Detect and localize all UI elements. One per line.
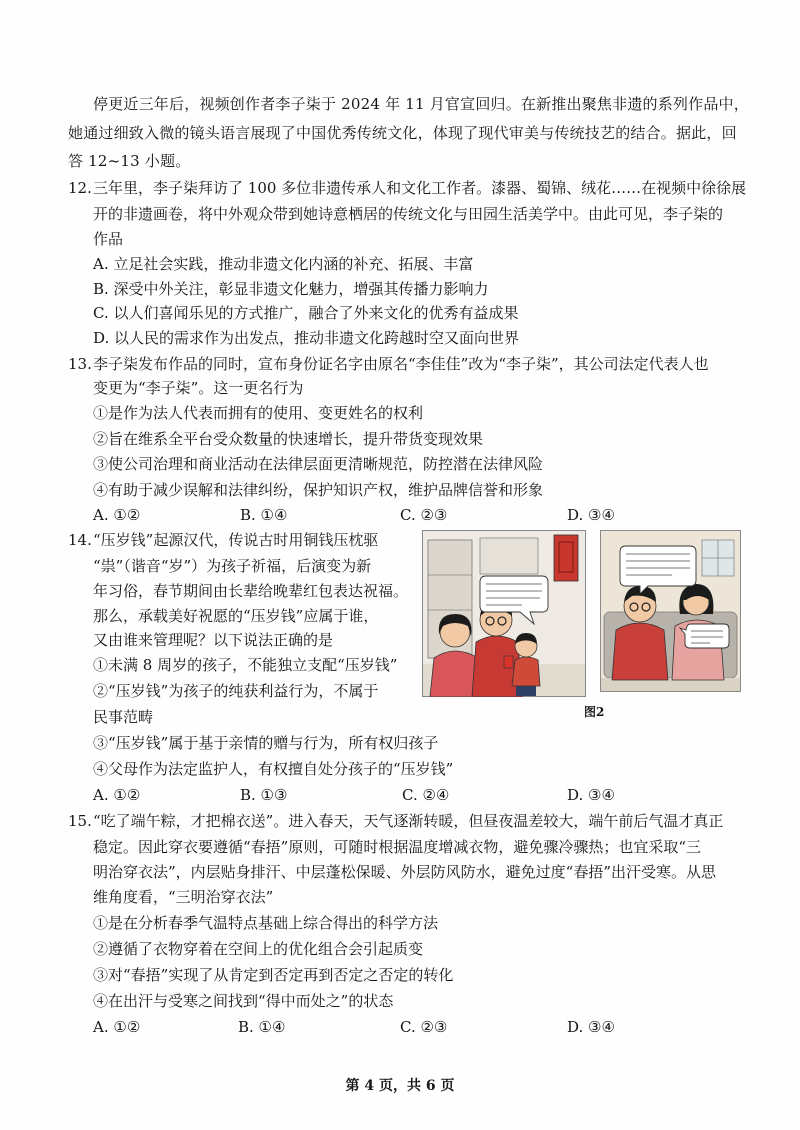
statement: ①是在分析春季气温特点基础上综合得出的科学方法 bbox=[93, 914, 439, 932]
question-number: 13. bbox=[68, 355, 92, 373]
option-a: A. 立足社会实践，推动非遗文化内涵的补充、拓展、丰富 bbox=[93, 255, 474, 273]
question-stem-line: 明治穿衣法”，内层贴身排汗、中层蓬松保暖、外层防风防水，避免过度“春捂”出汗受寒。从思 bbox=[93, 863, 717, 881]
choice-a: A. ①② bbox=[93, 506, 141, 524]
question-number: 12. bbox=[68, 179, 92, 197]
doorway bbox=[480, 538, 538, 574]
choice-b: B. ①④ bbox=[238, 1018, 286, 1036]
fu-banner bbox=[554, 535, 578, 581]
illustration-family-red-envelope bbox=[422, 530, 586, 697]
figure-caption: 图2 bbox=[584, 705, 605, 719]
question-stem-line: 又由谁来管理呢？以下说法正确的是 bbox=[93, 631, 334, 649]
choice-d: D. ③④ bbox=[567, 506, 615, 524]
question-stem-line: 维角度看，“三明治穿衣法” bbox=[93, 888, 274, 906]
choice-b: B. ①③ bbox=[240, 786, 288, 804]
question-stem-line: 三年里，李子柒拜访了 100 多位非遗传承人和文化工作者。漆器、蜀锦、绒花……在视频中徐徐展 bbox=[93, 179, 747, 197]
statement: ②旨在维系全平台受众数量的快速增长，提升带货变现效果 bbox=[93, 430, 484, 448]
choice-a: A. ①② bbox=[93, 1018, 141, 1036]
choice-d: D. ③④ bbox=[567, 1018, 615, 1036]
choice-c: C. ②③ bbox=[400, 506, 448, 524]
question-stem-line: 那么，承载美好祝愿的“压岁钱”应属于谁， bbox=[93, 607, 379, 625]
option-b: B. 深受中外关注，彰显非遗文化魅力，增强其传播力影响力 bbox=[93, 280, 489, 298]
question-stem-line: 年习俗，春节期间由长辈给晚辈红包表达祝福。 bbox=[93, 582, 409, 600]
choice-c: C. ②④ bbox=[402, 786, 450, 804]
choice-d: D. ③④ bbox=[567, 786, 615, 804]
question-stem-line: 作品 bbox=[93, 230, 124, 248]
option-c: C. 以人们喜闻乐见的方式推广，融合了外来文化的优秀有益成果 bbox=[93, 304, 519, 322]
statement-continuation: 民事范畴 bbox=[93, 708, 154, 726]
speech-bubble bbox=[680, 624, 729, 648]
question-stem-line: 开的非遗画卷，将中外观众带到她诗意栖居的传统文化与田园生活美学中。由此可见，李子柒的 bbox=[93, 205, 724, 223]
page-indicator: 第 4 页，共 6 页 bbox=[345, 1078, 455, 1094]
statement: ③“压岁钱”属于基于亲情的赠与行为，所有权归孩子 bbox=[93, 734, 439, 752]
statement: ④父母作为法定监护人，有权擅自处分孩子的“压岁钱” bbox=[93, 760, 454, 778]
question-stem-line: “压岁钱”起源汉代，传说古时用铜钱压枕驱 bbox=[93, 531, 379, 549]
intro-line: 答 12~13 小题。 bbox=[68, 152, 191, 170]
question-stem-line: 稳定。因此穿衣要遵循“春捂”原则，可随时根据温度增减衣物，避免骤冷骤热；也宜采取“三 bbox=[93, 838, 702, 856]
option-d: D. 以人民的需求作为出发点，推动非遗文化跨越时空又面向世界 bbox=[93, 329, 520, 347]
question-stem-line: “祟”（谐音“岁”）为孩子祈福，后演变为新 bbox=[93, 557, 372, 575]
statement: ①是作为法人代表而拥有的使用、变更姓名的权利 bbox=[93, 404, 424, 422]
statement: ②“压岁钱”为孩子的纯获利益行为，不属于 bbox=[93, 682, 379, 700]
statement: ①未满 8 周岁的孩子，不能独立支配“压岁钱” bbox=[93, 656, 398, 674]
question-number: 14. bbox=[68, 531, 92, 549]
choice-a: A. ①② bbox=[93, 786, 141, 804]
question-stem-line: “吃了端午粽，才把棉衣送”。进入春天，天气逐渐转暖，但昼夜温差较大，端午前后气温才真正 bbox=[93, 812, 724, 830]
red-envelope bbox=[504, 656, 513, 668]
statement: ③使公司治理和商业活动在法律层面更清晰规范，防控潜在法律风险 bbox=[93, 455, 544, 473]
intro-line: 她通过细致入微的镜头语言展现了中国优秀传统文化，体现了现代审美与传统技艺的结合。据此，回 bbox=[68, 124, 737, 142]
statement: ④有助于减少误解和法律纠纷，保护知识产权，维护品牌信誉和形象 bbox=[93, 481, 544, 499]
statement: ④在出汗与受寒之间找到“得中而处之”的状态 bbox=[93, 992, 394, 1010]
choice-b: B. ①④ bbox=[240, 506, 288, 524]
question-stem-line: 李子柒发布作品的同时，宣布身份证名字由原名“李佳佳”改为“李子柒”，其公司法定代表人也 bbox=[93, 355, 709, 373]
statement: ③对“春捂”实现了从肯定到否定再到否定之否定的转化 bbox=[93, 966, 454, 984]
illustration-parents-sofa bbox=[600, 530, 741, 692]
choice-c: C. ②③ bbox=[400, 1018, 448, 1036]
intro-line: 停更近三年后，视频创作者李子柒于 2024 年 11 月官宣回归。在新推出聚焦非遗的系列作品中， bbox=[93, 95, 749, 113]
window bbox=[702, 540, 734, 576]
question-stem-line: 变更为“李子柒”。这一更名行为 bbox=[93, 379, 304, 397]
question-number: 15. bbox=[68, 812, 92, 830]
statement: ②遵循了衣物穿着在空间上的优化组合会引起质变 bbox=[93, 940, 424, 958]
